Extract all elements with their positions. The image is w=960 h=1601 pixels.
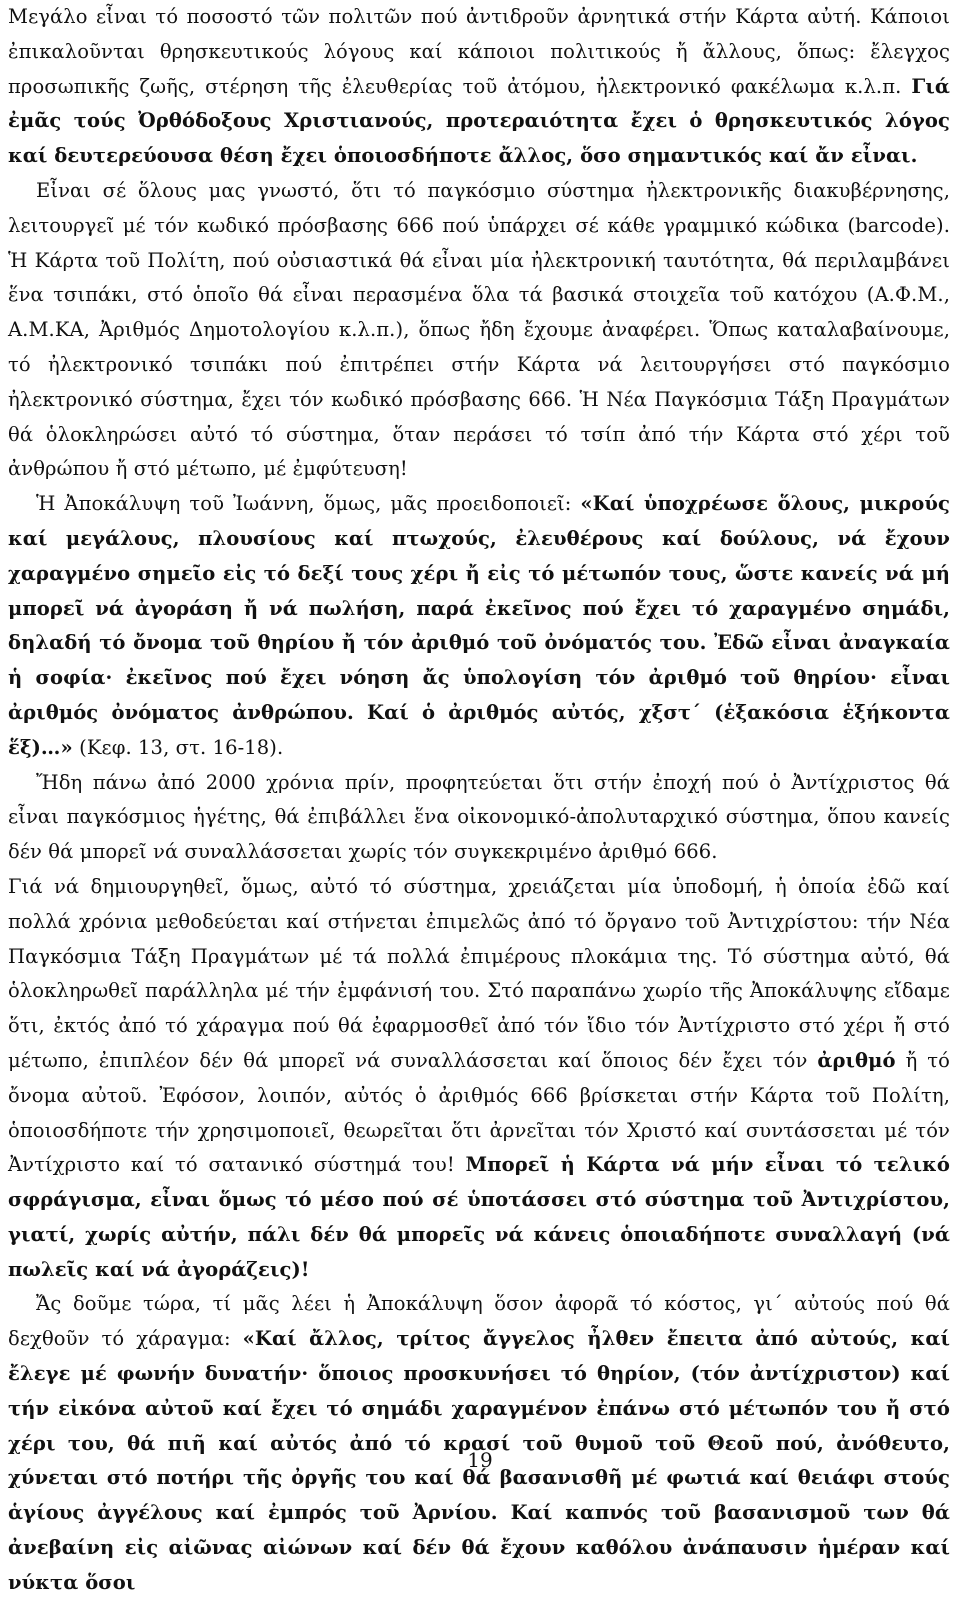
body-text xyxy=(8,0,950,1601)
paragraph-6-intro: Ἄς δοῦμε τώρα, τί μᾶς λέει ἡ Ἀποκάλυψη ὅσον ἀφορᾶ τό κόστος, γι΄ αὐτούς πού θά δεχθοῦν τό χάραγμα: xyxy=(8,1292,950,1351)
paragraph-1-emphasis: Γιά ἐμᾶς τούς Ὀρθόδοξους Χριστιανούς, προτεραιότητα ἔχει ὁ θρησκευτικός λόγος καί δευτερεύουσα θέση ἔχει ὁποιοσδήποτε ἄλλος, ὅσο σημαντικός καί ἄν εἶναι. xyxy=(8,74,950,168)
paragraph-1-text: Μεγάλο εἶναι τό ποσοστό τῶν πολιτῶν πού ἀντιδροῦν ἀρνητικά στήν Κάρτα αὐτή. Κάποιοι ἐπικαλοῦνται θρησκευτικούς λόγους καί κάποιοι πολιτικούς ἤ ἄλλους, ὅπως: ἔλεγχος προσωπικῆς ζωῆς, στέρηση τῆς ἐλευθερίας τοῦ ἀτόμου, ἠλεκτρονικό φακέλωμα κ.λ.π. xyxy=(8,5,950,98)
paragraph-3-reference: (Κεφ. 13, στ. 16-18). xyxy=(72,735,284,759)
paragraph-6 xyxy=(8,1287,950,1600)
paragraph-6-quote: «Καί ἄλλος, τρίτος ἄγγελος ἦλθεν ἔπειτα ἀπό αὐτούς, καί ἔλεγε μέ φωνήν δυνατήν· ὅποιος προσκυνήσει τό θηρίον, (τόν ἀντίχριστον) καί τήν εἰκόνα αὐτοῦ καί ἔχει τό σημάδι χαραγμένον ἐπάνω στό μέτωπόν του ἤ στό χέρι του, θά πιῆ καί αὐτός ἀπό τό κρασί τοῦ θυμοῦ τοῦ Θεοῦ πού, ἀνόθευτο, χύνεται στό ποτήρι τῆς ὀργῆς του καί θά βασανισθῆ μέ φωτιά καί θειάφι στούς ἁγίους ἀγγέλους καί ἐμπρός τοῦ Ἀρνίου. Καί καπνός τοῦ βασανισμοῦ των θά ἀνεβαίνη εἰς αἰῶνας αἰώνων καί δέν θά ἔχουν καθόλου ἀνάπαυσιν ἡμέραν καί νύκτα ὅσοι xyxy=(8,1327,950,1594)
paragraph-5-text-cont: ἤ τό ὄνομα αὐτοῦ. Ἐφόσον, λοιπόν, αὐτός ὁ ἀριθμός 666 βρίσκεται στήν Κάρτα τοῦ Πολίτη, ὁποιοσδήποτε τήν χρησιμοποιεῖ, θεωρεῖται ὅτι ἀρνεῖται τόν Χριστό καί συντάσσεται μέ τόν Ἀντίχριστο καί τό σατανικό σύστημά του! xyxy=(8,1048,951,1177)
paragraph-4: Ἤδη πάνω ἀπό 2000 χρόνια πρίν, προφητεύεται ὅτι στήν ἐποχή πού ὁ Ἀντίχριστος θά εἶναι παγκόσμιος ἡγέτης, θά ἐπιβάλλει ἕνα οἰκονομικό-ἀπολυταρχικό σύστημα, ὅπου κανείς δέν θά μπορεῖ νά συναλλάσσεται χωρίς τόν συγκεκριμένο ἀριθμό 666. xyxy=(8,770,950,864)
paragraph-3 xyxy=(8,487,950,765)
paragraph-2: Εἶναι σέ ὅλους μας γνωστό, ὅτι τό παγκόσμιο σύστημα ἠλεκτρονικῆς διακυβέρνησης, λειτουργεῖ μέ τόν κωδικό πρόσβασης 666 πού ὑπάρχει σέ κάθε γραμμικό κώδικα (barcode). Ἡ Κάρτα τοῦ Πολίτη, πού οὐσιαστικά θά εἶναι μία ἠλεκτρονική ταυτότητα, θά περιλαμβάνει ἕνα τσιπάκι, στό ὁποῖο θά εἶναι περασμένα ὅλα τά βασικά στοιχεῖα τοῦ κατόχου (Α.Φ.Μ., Α.Μ.ΚΑ, Ἀριθμός Δημοτολογίου κ.λ.π.), ὅπως ἤδη ἔχουμε ἀναφέρει. Ὅπως καταλαβαίνουμε, τό ἠλεκτρονικό τσιπάκι πού ἐπιτρέπει στήν Κάρτα νά λειτουργήσει στό παγκόσμιο ἠλεκτρονικό σύστημα, ἔχει τόν κωδικό πρόσβασης 666. Ἡ Νέα Παγκόσμια Τάξη Πραγμάτων θά ὁλοκληρώσει αὐτό τό σύστημα, ὅταν περάσει τό τσίπ ἀπό τήν Κάρτα στό χέρι τοῦ ἀνθρώπου ἤ στό μέτωπο, μέ ἐμφύτευση! xyxy=(8,178,950,481)
paragraph-5-emphasis: Μπορεῖ ἡ Κάρτα νά μήν εἶναι τό τελικό σφράγισμα, εἶναι ὅμως τό μέσο πού σέ ὑποτάσσει στό σύστημα τοῦ Ἀντιχρίστου, γιατί, χωρίς αὐτήν, πάλι δέν θά μπορεῖς νά κάνεις ὁποιαδήποτε συναλλαγή (νά πωλεῖς καί νά ἀγοράζεις)! xyxy=(8,1153,950,1281)
page-number: 19 xyxy=(467,1448,493,1472)
paragraph-1 xyxy=(8,0,950,174)
paragraph-5-text: Γιά νά δημιουργηθεῖ, ὅμως, αὐτό τό σύστημα, χρειάζεται μία ὑποδομή, ἡ ὁποία ἐδῶ καί πολλά χρόνια μεθοδεύεται καί στήνεται ἐπιμελῶς ἀπό τό ὄργανο τοῦ Ἀντιχρίστου: τήν Νέα Παγκόσμια Τάξη Πραγμάτων μέ τά πολλά ἐπιμέρους πλοκάμια της. Τό σύστημα αὐτό, θά ὁλοκληρωθεῖ παράλληλα μέ τήν ἐμφάνισή του. Στό παραπάνω χωρίο τῆς Ἀποκάλυψης εἴδαμε ὅτι, ἐκτός ἀπό τό χάραγμα πού θά ἐφαρμοσθεῖ ἀπό τόν ἴδιο τόν Ἀντίχριστο στό χέρι ἤ στό μέτωπο, ἐπιπλέον δέν θά μπορεῖ νά συναλλάσσεται καί ὅποιος δέν ἔχει τόν xyxy=(8,874,950,1072)
paragraph-5 xyxy=(8,870,950,1288)
paragraph-3-quote: «Καί ὑποχρέωσε ὅλους, μικρούς καί μεγάλους, πλουσίους καί πτωχούς, ἐλευθέρους καί δούλους, νά ἔχουν χαραγμένο σημεῖο εἰς τό δεξί τους χέρι ἤ εἰς τό μέτωπόν τους, ὥστε κανείς νά μή μπορεῖ νά ἀγοράση ἤ νά πωλήση, παρά ἐκεῖνος πού ἔχει τό χαραγμένο σημάδι, δηλαδή τό ὄνομα τοῦ θηρίου ἤ τόν ἀριθμό τοῦ ὀνόματός του. Ἐδῶ εἶναι ἀναγκαία ἡ σοφία· ἐκεῖνος πού ἔχει νόηση ἄς ὑπολογίση τόν ἀριθμό τοῦ θηρίου· εἶναι ἀριθμός ὀνόματος ἀνθρώπου. Καί ὁ ἀριθμός αὐτός, χξστ΄ (ἑξακόσια ἑξήκοντα ἕξ)…» xyxy=(8,492,950,759)
paragraph-3-intro: Ἡ Ἀποκάλυψη τοῦ Ἰωάννη, ὅμως, μᾶς προειδοποιεῖ: xyxy=(36,492,581,516)
paragraph-5-bold-word: ἀριθμό xyxy=(817,1048,896,1072)
